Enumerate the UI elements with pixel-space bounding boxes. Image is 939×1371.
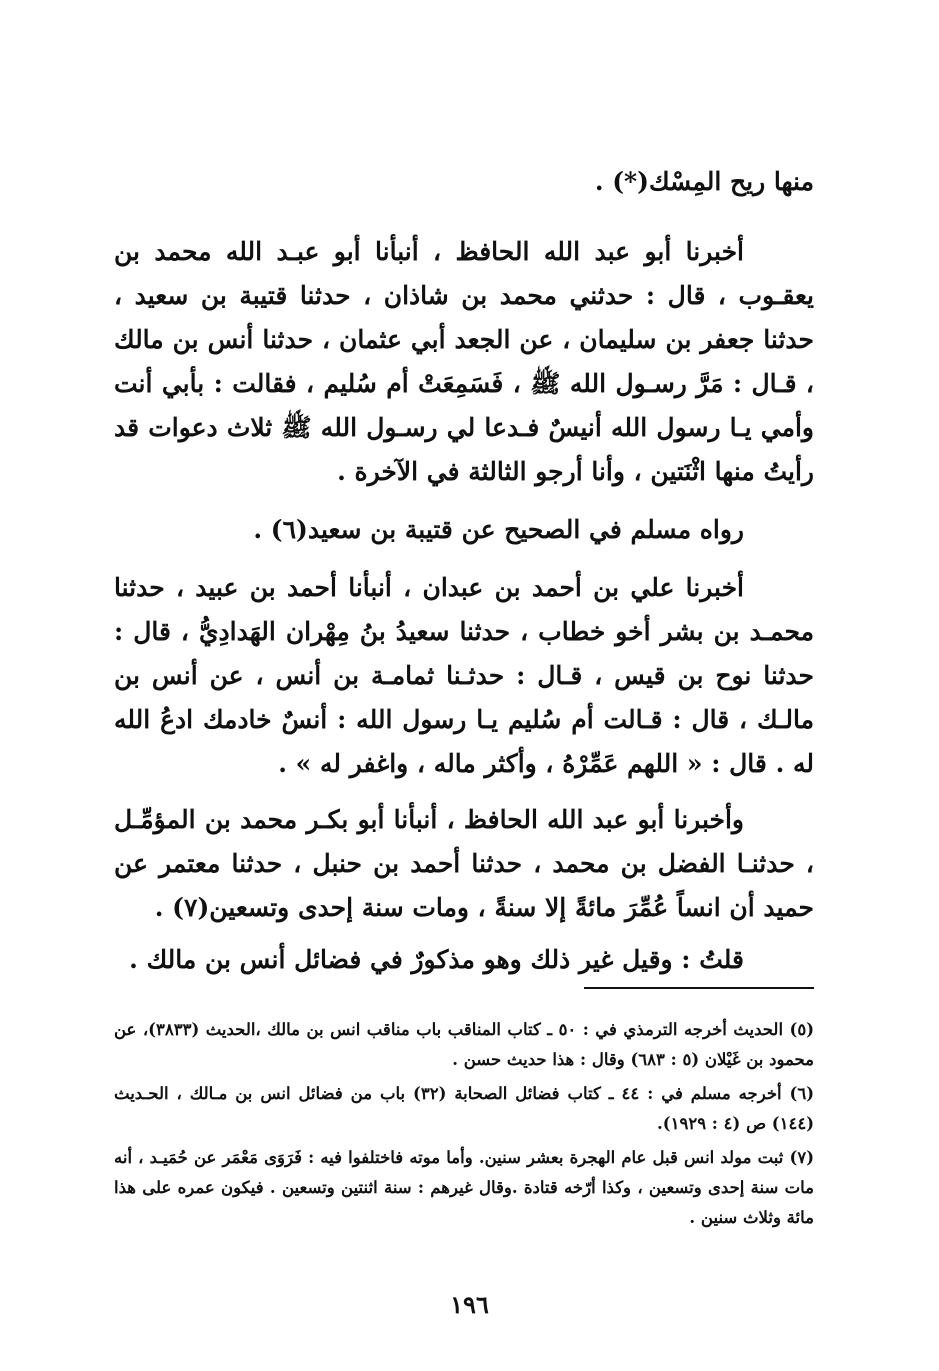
- page-number: ١٩٦: [450, 1290, 489, 1319]
- footnote-7: (٧) ثبت مولد انس قبل عام الهجرة بعشر سنين. وأما موته فاختلفوا فيه : فَرَوَى مَعْمَر عن حُمَيـد ، أنه مات سنة إحدى وتسعين ، وكذا أرّخه قتادة .وقال غيرهم : سنة اثنتين وتسعين . فيكون عمره على هذا مائة وثلاث سنين .: [114, 1148, 814, 1227]
- footnote-5: (٥) الحديث أخرجه الترمذي في : ٥٠ ـ كتاب المناقب باب مناقب انس بن مالك ،الحديث (٣٨٣٣)، عن محمود بن غَيْلان (٥ : ٦٨٣) وقال : هذا حديث حسن .: [114, 1020, 814, 1069]
- paragraph-author-remark: قلتُ : وقيل غير ذلك وهو مذكورٌ في فضائل أنس بن مالك .: [129, 945, 744, 974]
- paragraph-hadith-2: أخبرنا علي بن أحمد بن عبدان ، أنبأنا أحمد بن عبيد ، حدثنا محمـد بن بشر أخو خطاب ، حدثنا سعيدُ بنُ مِهْران الهَدادِيُّ ، قال : حدثنا نوح بن قيس ، قـال : حدثـنا ثمامـة بن أنس ، عن أنس بن مالـك ، قال : قـالت أم سُليم يـا رسول الله : أنسٌ خادمك ادعُ الله له . قال : « اللهم عَمِّرْهُ ، وأكثر ماله ، واغفر له » .: [114, 573, 814, 778]
- paragraph-hadith-3: وأخبرنا أبو عبد الله الحافظ ، أنبأنا أبو بكـر محمد بن المؤمِّـل ، حدثنـا الفضل بن محمد ، حدثنا أحمد بن حنبل ، حدثنا معتمر عن حميد أن انساً عُمِّرَ مائةً إلا سنةً ، ومات سنة إحدى وتسعين(٧) .: [114, 805, 814, 922]
- paragraph-narration-note: رواه مسلم في الصحيح عن قتيبة بن سعيد(٦) .: [253, 515, 744, 544]
- paragraph-continuation: منها ريح المِسْك(*) .: [594, 167, 814, 196]
- footnote-6: (٦) أخرجه مسلم في : ٤٤ ـ كتاب فضائل الصحابة (٣٢) باب من فضائل انس بن مـالك ، الحـديث (١٤٤) ص (٤ : ١٩٢٩).: [114, 1084, 815, 1133]
- main-text: [114, 160, 814, 982]
- paragraph-hadith-1: أخبرنا أبو عبد الله الحافظ ، أنبأنا أبو عبـد الله محمد بن يعقـوب ، قال : حدثني محمد بن شاذان ، حدثنا قتيبة بن سعيد ، حدثنا جعفر بن سليمان ، عن الجعد أبي عثمان ، حدثنا أنس بن مالك ، قـال : مَرَّ رسـول الله ﷺ ، فَسَمِعَتْ أم سُليم ، فقالت : بأبي أنت وأمي يـا رسول الله أنيسٌ فـدعا لي رسـول الله ﷺ ثلاث دعوات قد رأيتُ منها اثْنَتين ، وأنا أرجو الثالثة في الآخرة .: [114, 237, 814, 486]
- footnote-separator: [584, 987, 814, 989]
- footnotes: [114, 1015, 814, 1237]
